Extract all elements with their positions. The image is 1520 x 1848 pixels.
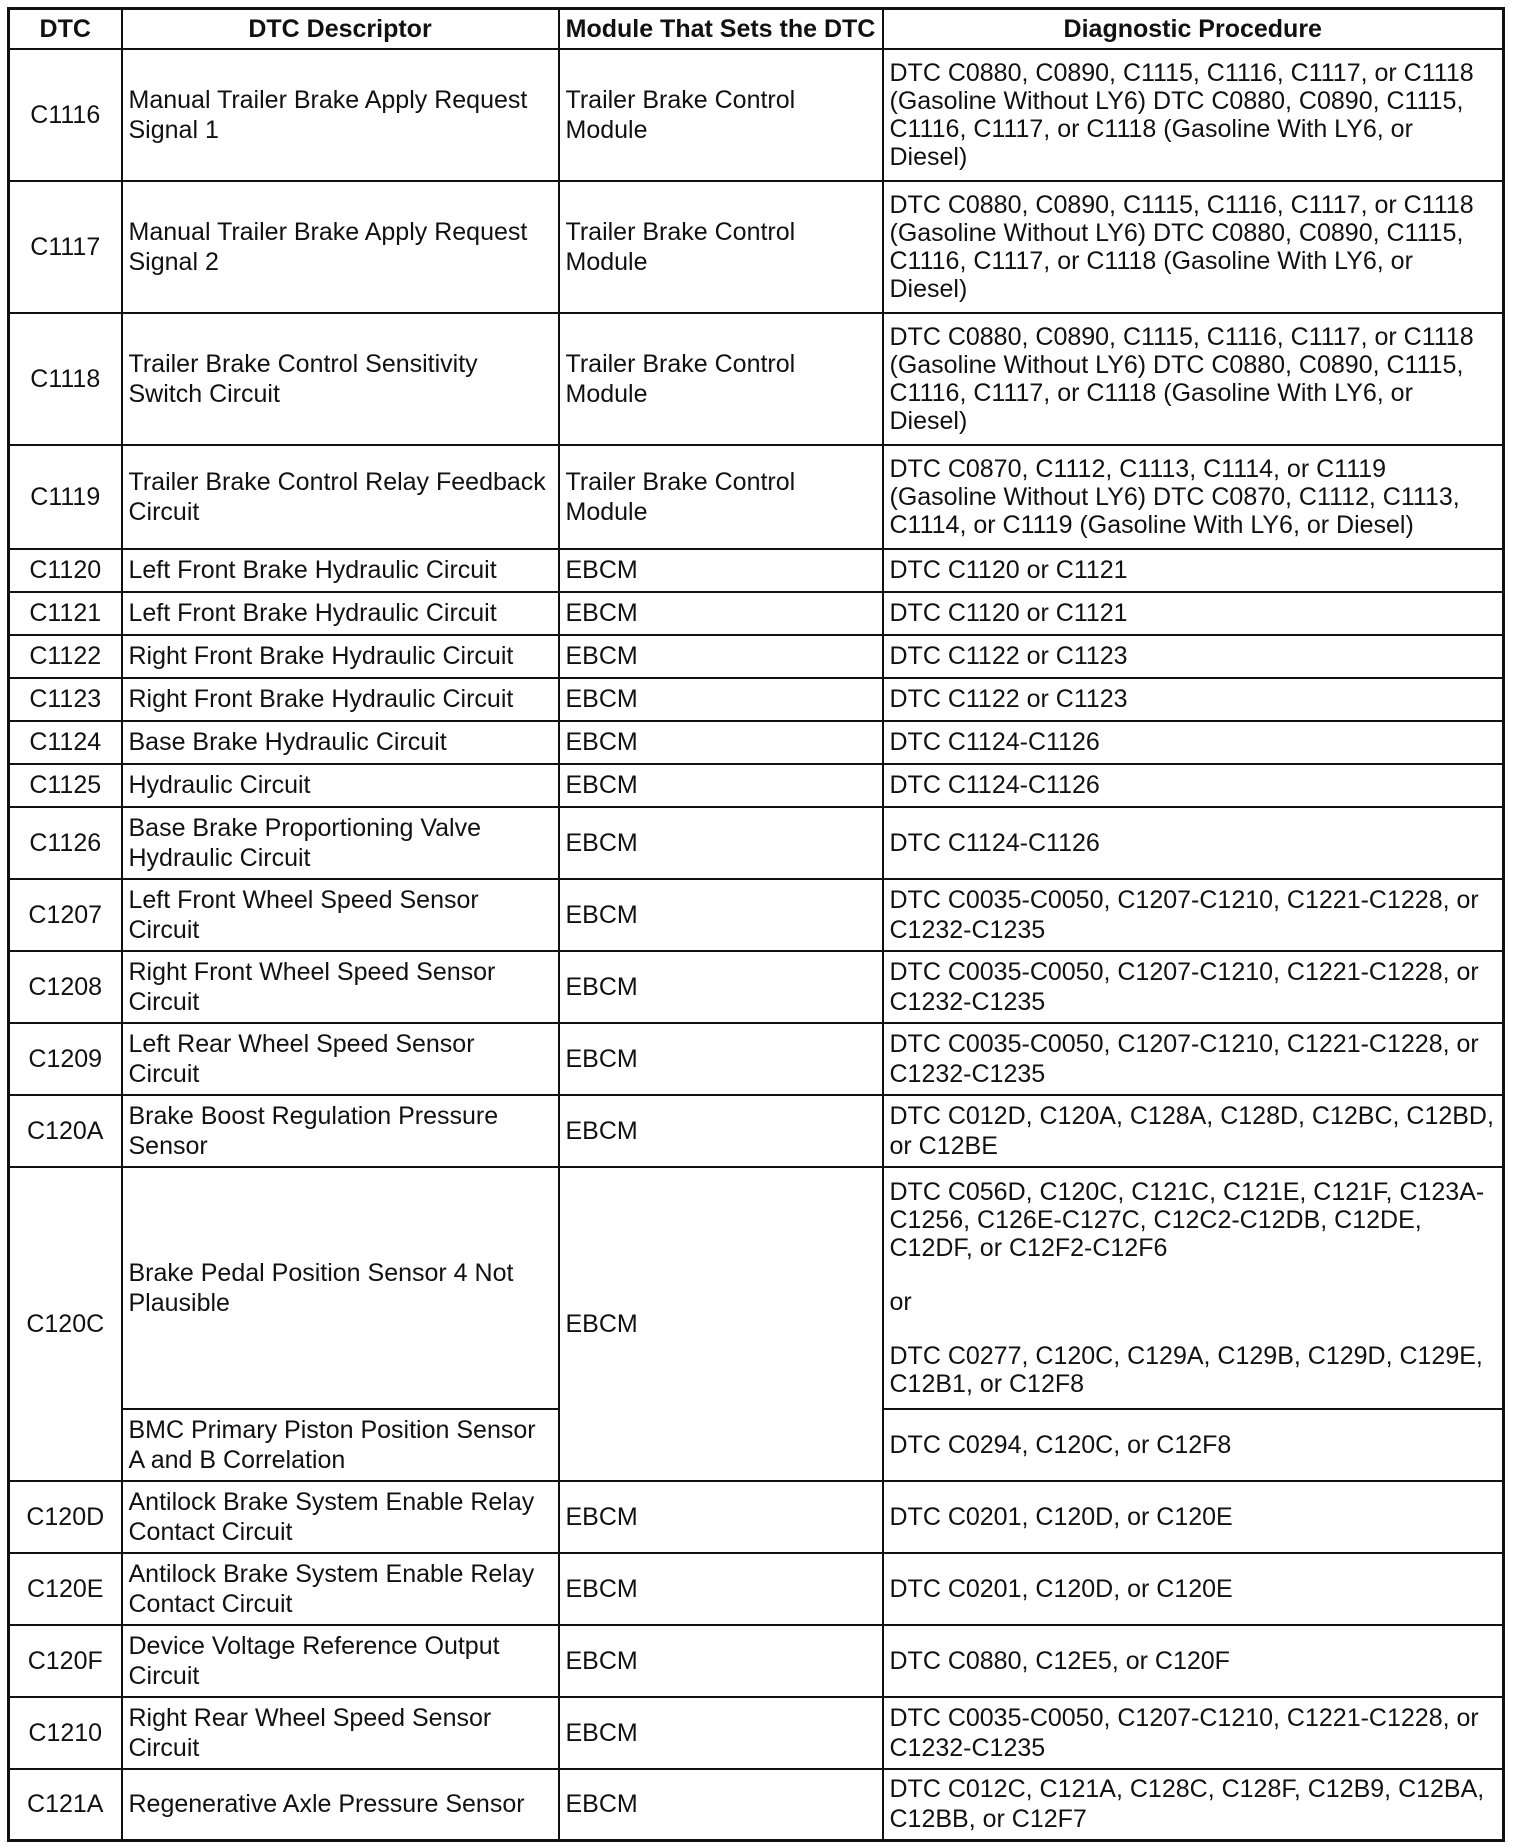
dtc-descriptor: Device Voltage Reference Output Circuit [122, 1625, 559, 1697]
diagnostic-procedure: DTC C0035-C0050, C1207-C1210, C1221-C1228, or C1232-C1235 [883, 1697, 1504, 1769]
dtc-module: EBCM [559, 1769, 883, 1841]
table-row [9, 879, 1504, 951]
dtc-code: C1116 [9, 49, 122, 181]
dtc-descriptor: Trailer Brake Control Sensitivity Switch Circuit [122, 313, 559, 445]
diagnostic-procedure: DTC C0880, C0890, C1115, C1116, C1117, or C1118 (Gasoline Without LY6) DTC C0880, C0890, C1115, C1116, C1117, or C1118 (Gasoline With LY6, or Diesel) [883, 181, 1504, 313]
table-row [9, 951, 1504, 1023]
header-descriptor: DTC Descriptor [122, 9, 559, 49]
diagnostic-procedure: DTC C1122 or C1123 [883, 678, 1504, 721]
dtc-descriptor: Brake Pedal Position Sensor 4 Not Plausible [122, 1167, 559, 1409]
diagnostic-procedure: DTC C1124-C1126 [883, 721, 1504, 764]
dtc-descriptor: Manual Trailer Brake Apply Request Signal 1 [122, 49, 559, 181]
dtc-module: EBCM [559, 678, 883, 721]
dtc-code: C1123 [9, 678, 122, 721]
dtc-module: EBCM [559, 721, 883, 764]
diagnostic-procedure: DTC C0035-C0050, C1207-C1210, C1221-C1228, or C1232-C1235 [883, 1023, 1504, 1095]
dtc-descriptor: Base Brake Hydraulic Circuit [122, 721, 559, 764]
dtc-code: C120D [9, 1481, 122, 1553]
dtc-code: C1121 [9, 592, 122, 635]
dtc-table [7, 7, 1505, 1842]
dtc-code: C1126 [9, 807, 122, 879]
dtc-code: C1210 [9, 1697, 122, 1769]
dtc-code: C1125 [9, 764, 122, 807]
table-row [9, 1481, 1504, 1553]
table-row [9, 1023, 1504, 1095]
diagnostic-procedure: DTC C1122 or C1123 [883, 635, 1504, 678]
dtc-descriptor: Manual Trailer Brake Apply Request Signal 2 [122, 181, 559, 313]
dtc-module: EBCM [559, 592, 883, 635]
dtc-code: C1117 [9, 181, 122, 313]
table-row [9, 313, 1504, 445]
procedure-text: DTC C0277, C120C, C129A, C129B, C129D, C129E, C12B1, or C12F8 [889, 1341, 1483, 1398]
dtc-module: EBCM [559, 1697, 883, 1769]
table-row [9, 181, 1504, 313]
diagnostic-procedure: DTC C1120 or C1121 [883, 549, 1504, 592]
dtc-module: EBCM [559, 549, 883, 592]
dtc-code: C1124 [9, 721, 122, 764]
dtc-code: C1207 [9, 879, 122, 951]
dtc-code: C1118 [9, 313, 122, 445]
table-row [9, 678, 1504, 721]
table-row-c120c [9, 1167, 1504, 1409]
procedure-text: DTC C056D, C120C, C121C, C121E, C121F, C123A-C1256, C126E-C127C, C12C2-C12DB, C12DE, C12DF, or C12F2-C12F6 [889, 1177, 1485, 1262]
table-row [9, 807, 1504, 879]
dtc-module: EBCM [559, 879, 883, 951]
dtc-descriptor: Antilock Brake System Enable Relay Contact Circuit [122, 1553, 559, 1625]
dtc-descriptor: Hydraulic Circuit [122, 764, 559, 807]
dtc-module: EBCM [559, 1023, 883, 1095]
dtc-code: C120C [9, 1167, 122, 1481]
header-module: Module That Sets the DTC [559, 9, 883, 49]
diagnostic-procedure: DTC C0880, C0890, C1115, C1116, C1117, or C1118 (Gasoline Without LY6) DTC C0880, C0890, C1115, C1116, C1117, or C1118 (Gasoline With LY6, or Diesel) [883, 313, 1504, 445]
dtc-module: EBCM [559, 1481, 883, 1553]
diagnostic-procedure: DTC C1120 or C1121 [883, 592, 1504, 635]
dtc-code: C120F [9, 1625, 122, 1697]
dtc-module: EBCM [559, 635, 883, 678]
dtc-code: C1122 [9, 635, 122, 678]
dtc-descriptor: BMC Primary Piston Position Sensor A and B Correlation [122, 1409, 559, 1481]
dtc-code: C1209 [9, 1023, 122, 1095]
dtc-descriptor: Right Rear Wheel Speed Sensor Circuit [122, 1697, 559, 1769]
diagnostic-procedure: DTC C0880, C12E5, or C120F [883, 1625, 1504, 1697]
diagnostic-procedure: DTC C0880, C0890, C1115, C1116, C1117, or C1118 (Gasoline Without LY6) DTC C0880, C0890, C1115, C1116, C1117, or C1118 (Gasoline With LY6, or Diesel) [883, 49, 1504, 181]
table-row [9, 1553, 1504, 1625]
dtc-descriptor: Right Front Brake Hydraulic Circuit [122, 635, 559, 678]
dtc-descriptor: Regenerative Axle Pressure Sensor [122, 1769, 559, 1841]
dtc-module: Trailer Brake Control Module [559, 49, 883, 181]
dtc-code: C120E [9, 1553, 122, 1625]
dtc-module: EBCM [559, 807, 883, 879]
dtc-code: C1119 [9, 445, 122, 549]
dtc-code: C1120 [9, 549, 122, 592]
dtc-module: EBCM [559, 951, 883, 1023]
diagnostic-procedure: DTC C1124-C1126 [883, 764, 1504, 807]
diagnostic-procedure [883, 1167, 1504, 1409]
diagnostic-procedure: DTC C0035-C0050, C1207-C1210, C1221-C1228, or C1232-C1235 [883, 951, 1504, 1023]
table-row [9, 592, 1504, 635]
dtc-descriptor: Right Front Wheel Speed Sensor Circuit [122, 951, 559, 1023]
header-dtc: DTC [9, 9, 122, 49]
dtc-descriptor: Right Front Brake Hydraulic Circuit [122, 678, 559, 721]
dtc-module: Trailer Brake Control Module [559, 181, 883, 313]
dtc-descriptor: Base Brake Proportioning Valve Hydraulic Circuit [122, 807, 559, 879]
procedure-or-text: or [889, 1287, 912, 1316]
dtc-descriptor: Trailer Brake Control Relay Feedback Circuit [122, 445, 559, 549]
dtc-descriptor: Antilock Brake System Enable Relay Contact Circuit [122, 1481, 559, 1553]
dtc-descriptor: Left Front Brake Hydraulic Circuit [122, 549, 559, 592]
dtc-module: Trailer Brake Control Module [559, 313, 883, 445]
diagnostic-procedure: DTC C0035-C0050, C1207-C1210, C1221-C1228, or C1232-C1235 [883, 879, 1504, 951]
dtc-code: C121A [9, 1769, 122, 1841]
diagnostic-procedure: DTC C012D, C120A, C128A, C128D, C12BC, C12BD, or C12BE [883, 1095, 1504, 1167]
diagnostic-procedure: DTC C0201, C120D, or C120E [883, 1481, 1504, 1553]
table-row [9, 635, 1504, 678]
header-procedure: Diagnostic Procedure [883, 9, 1504, 49]
table-row [9, 721, 1504, 764]
dtc-module: EBCM [559, 1553, 883, 1625]
dtc-module: Trailer Brake Control Module [559, 445, 883, 549]
header-row [9, 9, 1504, 49]
dtc-module: EBCM [559, 764, 883, 807]
diagnostic-procedure: DTC C0870, C1112, C1113, C1114, or C1119 (Gasoline Without LY6) DTC C0870, C1112, C1113, C1114, or C1119 (Gasoline With LY6, or Diesel) [883, 445, 1504, 549]
diagnostic-procedure: DTC C0294, C120C, or C12F8 [883, 1409, 1504, 1481]
table-row [9, 1697, 1504, 1769]
diagnostic-procedure: DTC C1124-C1126 [883, 807, 1504, 879]
table-row [9, 49, 1504, 181]
table-row [9, 1095, 1504, 1167]
diagnostic-procedure: DTC C012C, C121A, C128C, C128F, C12B9, C12BA, C12BB, or C12F7 [883, 1769, 1504, 1841]
dtc-descriptor: Left Front Brake Hydraulic Circuit [122, 592, 559, 635]
dtc-module: EBCM [559, 1625, 883, 1697]
dtc-code: C1208 [9, 951, 122, 1023]
diagnostic-procedure: DTC C0201, C120D, or C120E [883, 1553, 1504, 1625]
table-row [9, 549, 1504, 592]
table-row [9, 445, 1504, 549]
dtc-descriptor: Brake Boost Regulation Pressure Sensor [122, 1095, 559, 1167]
dtc-descriptor: Left Rear Wheel Speed Sensor Circuit [122, 1023, 559, 1095]
dtc-descriptor: Left Front Wheel Speed Sensor Circuit [122, 879, 559, 951]
dtc-module: EBCM [559, 1167, 883, 1481]
table-row [9, 1625, 1504, 1697]
dtc-code: C120A [9, 1095, 122, 1167]
dtc-module: EBCM [559, 1095, 883, 1167]
table-row [9, 1769, 1504, 1841]
table-row [9, 764, 1504, 807]
